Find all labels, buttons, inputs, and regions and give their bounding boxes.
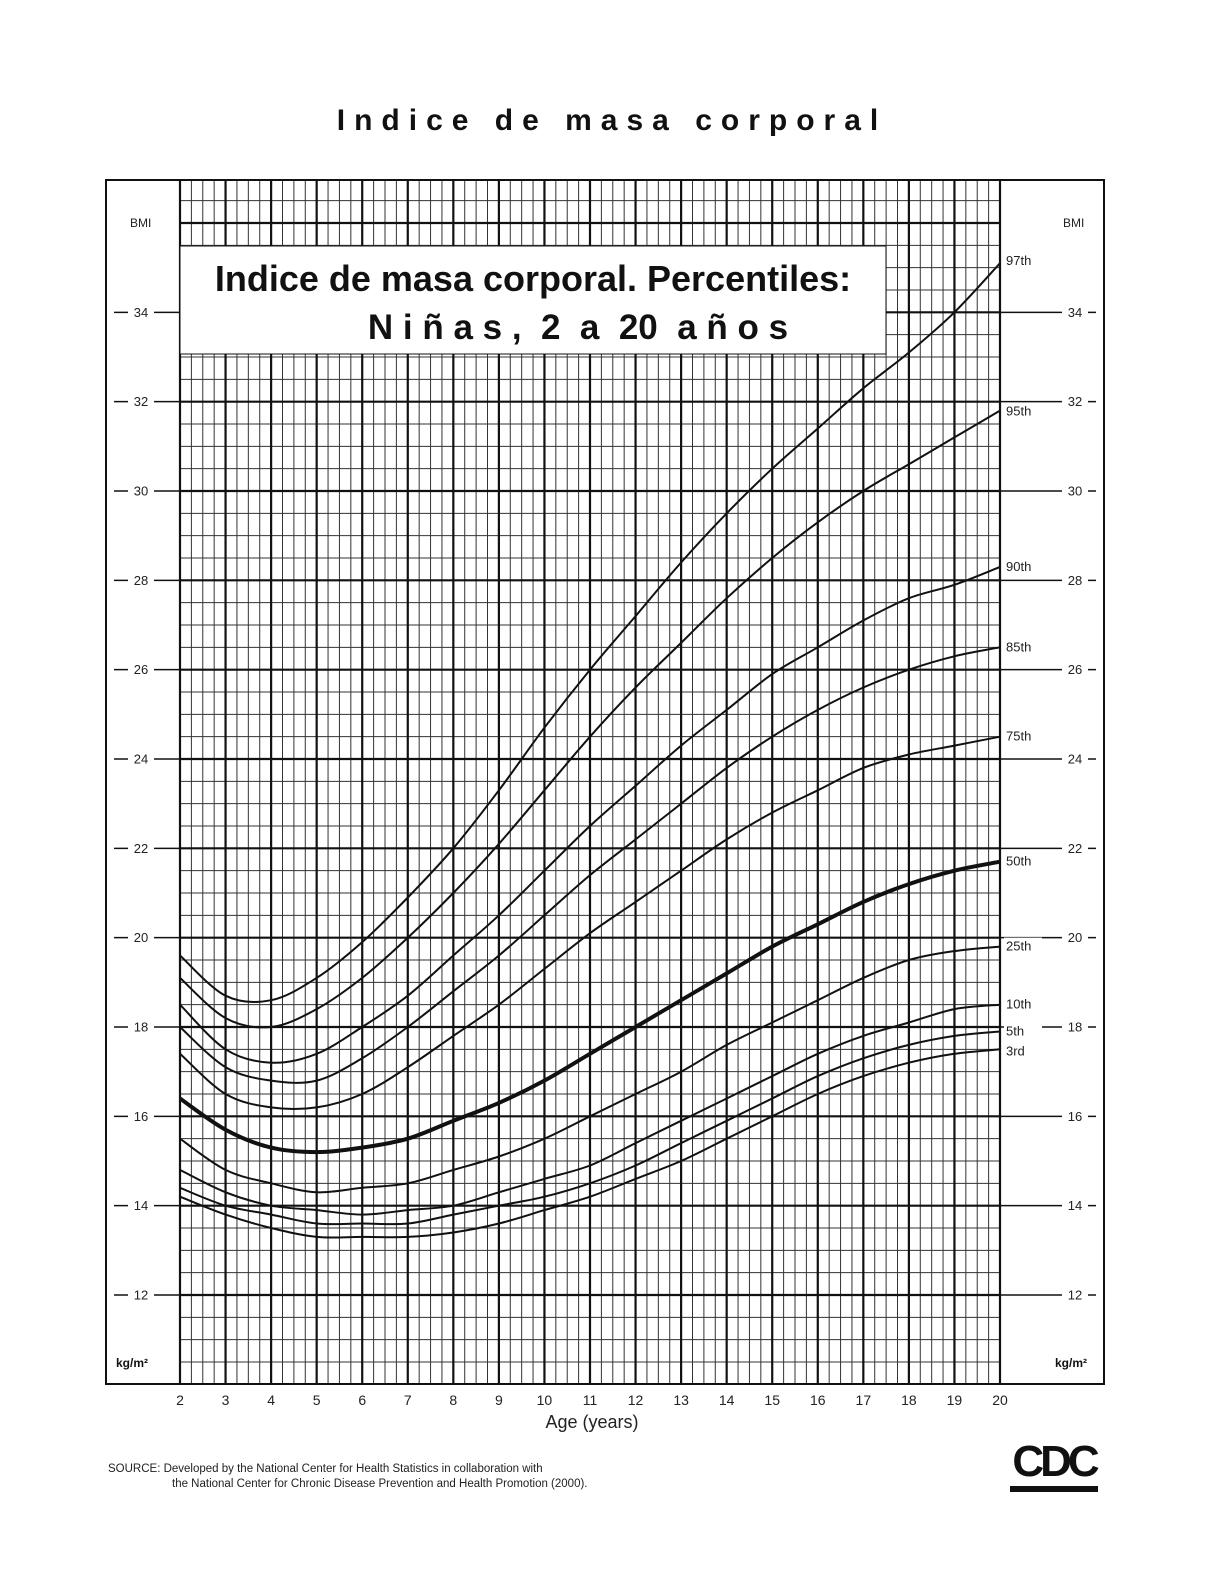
curve-label-50th: 50th <box>1006 853 1032 869</box>
x-tick-label: 6 <box>358 1392 367 1408</box>
unit-label-left: kg/m² <box>116 1356 149 1370</box>
curve-label-75th: 75th <box>1006 728 1032 744</box>
unit-label-right: kg/m² <box>1055 1356 1088 1370</box>
curve-label-90th: 90th <box>1006 558 1032 574</box>
y-tick-label-left: 34 <box>133 304 149 320</box>
y-tick-label-left: 24 <box>133 751 149 767</box>
x-tick-label: 18 <box>901 1392 917 1408</box>
y-tick-label-right: 32 <box>1067 394 1083 410</box>
cdc-logo <box>1006 1437 1102 1492</box>
x-tick-label: 4 <box>267 1392 276 1408</box>
source-line-2: the National Center for Chronic Disease Prevention and Health Promotion (2000). <box>172 1478 588 1490</box>
cdc-logo-text: CDC <box>1012 1437 1096 1486</box>
bmi-label-left: BMI <box>130 216 152 230</box>
curve-label-3rd: 3rd <box>1006 1043 1025 1059</box>
y-tick-label-left: 18 <box>133 1019 149 1035</box>
curve-label-95th: 95th <box>1006 403 1032 419</box>
y-tick-label-right: 16 <box>1067 1108 1083 1124</box>
y-tick-label-left: 14 <box>133 1198 149 1214</box>
source-note <box>108 1462 588 1492</box>
page-title: Indice de masa corporal <box>336 104 888 137</box>
x-tick-label: 3 <box>221 1392 230 1408</box>
curve-label-85th: 85th <box>1006 639 1032 655</box>
cdc-logo-bar <box>1010 1486 1098 1492</box>
y-tick-label-right: 24 <box>1067 751 1083 767</box>
y-tick-label-right: 30 <box>1067 483 1083 499</box>
y-tick-label-left: 12 <box>133 1287 149 1303</box>
curve-label-5th: 5th <box>1006 1023 1025 1039</box>
x-tick-label: 15 <box>764 1392 781 1408</box>
curve-label-10th: 10th <box>1006 996 1032 1012</box>
y-tick-label-right: 26 <box>1067 662 1083 678</box>
y-tick-label-left: 20 <box>133 930 149 946</box>
source-line-1: SOURCE: Developed by the National Center for Health Statistics in collaboration with <box>108 1463 543 1475</box>
y-tick-label-left: 22 <box>133 840 149 856</box>
x-tick-label: 13 <box>673 1392 689 1408</box>
bmi-label-right: BMI <box>1063 216 1085 230</box>
x-tick-label: 12 <box>627 1392 644 1408</box>
y-tick-label-left: 32 <box>133 394 149 410</box>
chart-title-line1: Indice de masa corporal. Percentiles: <box>214 258 852 299</box>
curve-label-25th: 25th <box>1006 938 1032 954</box>
y-tick-label-right: 14 <box>1067 1198 1083 1214</box>
x-tick-label: 20 <box>992 1392 1008 1408</box>
chart-title-box <box>180 246 886 354</box>
y-tick-label-right: 22 <box>1067 840 1083 856</box>
y-tick-label-left: 26 <box>133 662 149 678</box>
x-tick-label: 2 <box>176 1392 184 1408</box>
x-axis-ticks <box>176 1392 1008 1408</box>
y-tick-label-left: 16 <box>133 1108 149 1124</box>
grid-major <box>180 180 1000 1384</box>
x-tick-label: 10 <box>536 1392 553 1408</box>
x-tick-label: 17 <box>855 1392 872 1408</box>
y-tick-label-right: 34 <box>1067 304 1083 320</box>
y-tick-label-right: 12 <box>1067 1287 1083 1303</box>
chart-title-line2: N i ñ a s , 2 a 20 a ñ o s <box>367 308 789 347</box>
y-tick-label-right: 18 <box>1067 1019 1083 1035</box>
curve-label-97th: 97th <box>1006 253 1032 269</box>
x-axis-title: Age (years) <box>545 1412 639 1432</box>
x-tick-label: 5 <box>312 1392 321 1408</box>
x-tick-label: 14 <box>718 1392 735 1408</box>
x-tick-label: 8 <box>449 1392 458 1408</box>
y-tick-label-right: 28 <box>1067 572 1083 588</box>
x-tick-label: 9 <box>494 1392 503 1408</box>
y-tick-label-left: 28 <box>133 572 149 588</box>
y-tick-label-left: 30 <box>133 483 149 499</box>
x-tick-label: 11 <box>582 1392 598 1408</box>
x-tick-label: 16 <box>809 1392 826 1408</box>
x-tick-label: 19 <box>946 1392 963 1408</box>
x-tick-label: 7 <box>403 1392 412 1408</box>
y-tick-label-right: 20 <box>1067 930 1083 946</box>
